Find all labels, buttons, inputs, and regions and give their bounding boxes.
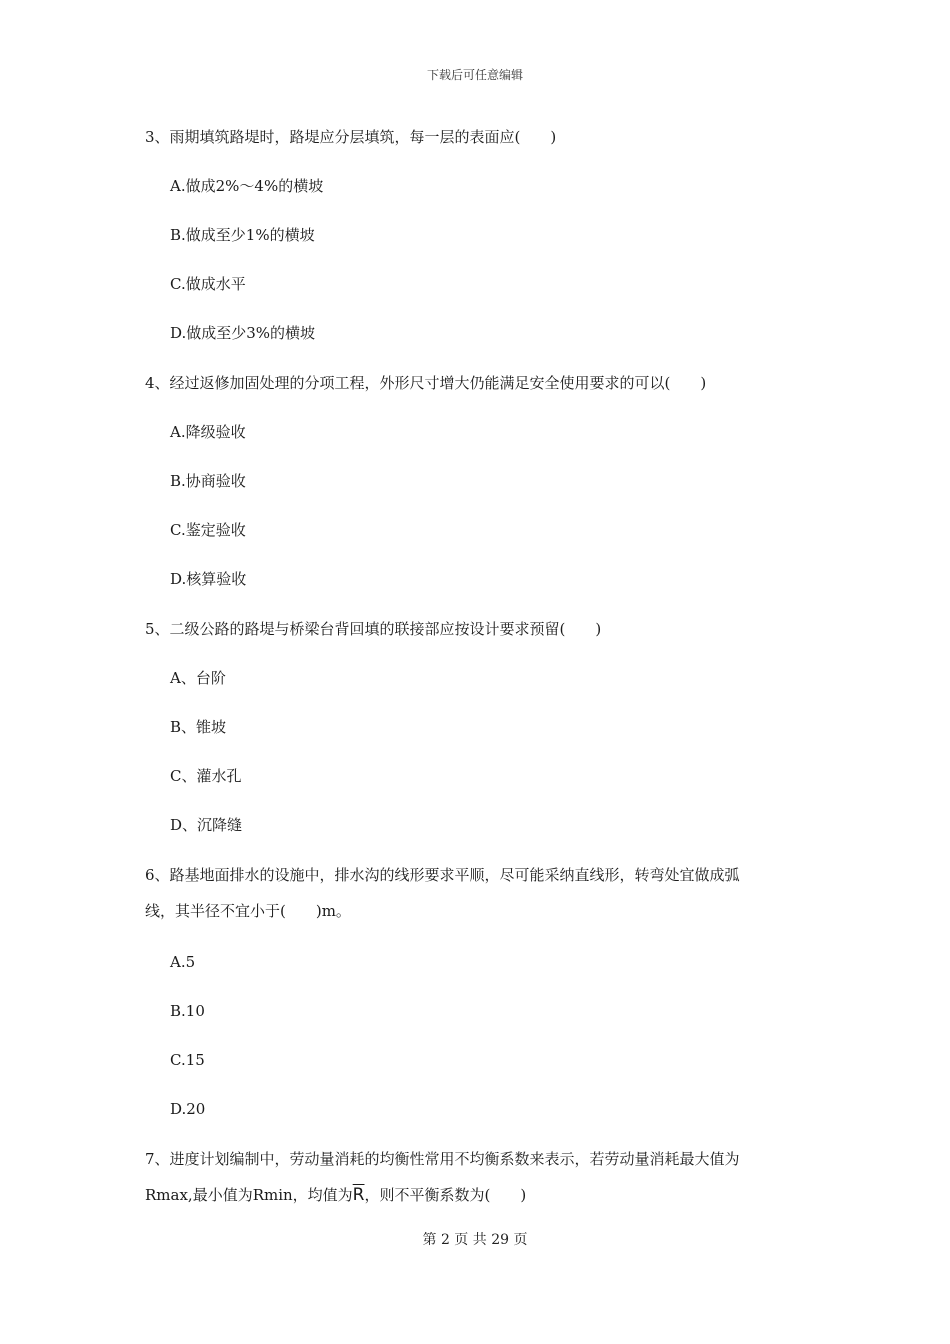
question-4-option-b: B.协商验收 [170,472,246,490]
question-3-stem [145,127,556,147]
question-6-option-a: A.5 [170,953,196,971]
question-3-option-d: D.做成至少3%的横坡 [170,324,316,342]
question-5-close: ) [595,620,602,638]
question-4-close: ) [700,374,707,392]
question-6-close: )m。 [315,902,351,920]
question-3-option-c: C.做成水平 [170,275,246,293]
question-5-option-d: D、沉降缝 [170,816,243,834]
question-7-stem-line1: 7、进度计划编制中，劳动量消耗的均衡性常用不均衡系数来表示，若劳动量消耗最大值为 [145,1150,740,1168]
question-4-stem [145,373,706,393]
question-3-close: ) [550,128,557,146]
question-5-stem [145,619,601,639]
question-5-option-c: C、灌水孔 [170,767,242,785]
r-bar-symbol: $\overline{R}$ [352,1185,365,1205]
page-header: 下载后可任意编辑 [426,68,523,82]
question-7-text-b: ，则不平衡系数为( [364,1186,491,1204]
question-7-text-a: Rmax,最小值为Rmin，均值为 [145,1186,353,1204]
question-4-option-a: A.降级验收 [170,423,246,441]
page-footer: 第 2 页 共 29 页 [422,1232,528,1248]
question-3-text: 3、雨期填筑路堤时，路堤应分层填筑，每一层的表面应( [145,128,521,146]
question-4-option-d: D.核算验收 [170,570,247,588]
question-7-stem-line2 [145,1185,526,1205]
question-3-option-b: B.做成至少1%的横坡 [170,226,315,244]
question-5-text: 5、二级公路的路堤与桥梁台背回填的联接部应按设计要求预留( [145,620,566,638]
question-6-stem-line2 [145,901,351,921]
question-6-stem-line1: 6、路基地面排水的设施中，排水沟的线形要求平顺，尽可能采纳直线形，转弯处宜做成弧 [145,866,740,884]
question-5-option-b: B、锥坡 [170,718,227,736]
question-7-close: ) [520,1186,527,1204]
question-4-text: 4、经过返修加固处理的分项工程，外形尺寸增大仍能满足安全使用要求的可以( [145,374,671,392]
question-3-option-a: A.做成2%～4%的横坡 [170,177,324,195]
question-4-option-c: C.鉴定验收 [170,521,246,539]
question-6-text: 线，其半径不宜小于( [145,902,286,920]
question-5-option-a: A、台阶 [170,669,226,687]
question-6-option-b: B.10 [170,1002,205,1020]
question-6-option-d: D.20 [170,1100,206,1118]
question-6-option-c: C.15 [170,1051,205,1069]
